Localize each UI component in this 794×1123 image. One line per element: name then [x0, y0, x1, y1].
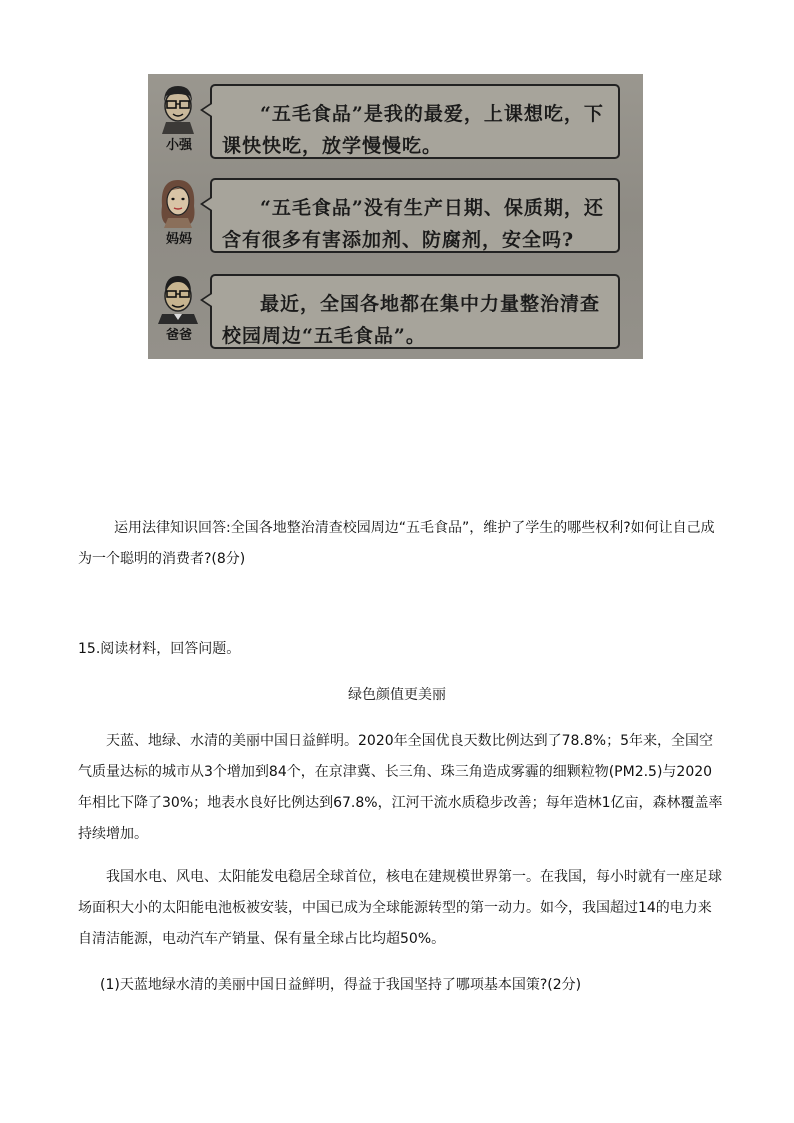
dialogue-row [148, 74, 643, 169]
sub-question-1: (1)天蓝地绿水清的美丽中国日益鲜明，得益于我国坚持了哪项基本国策?(2分) [100, 977, 582, 993]
dialogue-row [148, 264, 643, 359]
speech-bubble [210, 84, 620, 159]
speech-text: “五毛食品”是我的最爱，上课想吃，下课快快吃，放学慢慢吃。 [222, 103, 604, 157]
speaker-name: 妈妈 [165, 232, 192, 247]
question-14-text: 运用法律知识回答:全国各地整治清查校园周边“五毛食品”，维护了学生的哪些权利?如何让自己成为一个聪明的消费者?(8分) [78, 520, 715, 567]
boy-avatar-icon [156, 82, 200, 134]
material-title: 绿色颜值更美丽 [348, 687, 446, 703]
mother-avatar-icon [156, 176, 200, 228]
speaker-name: 爸爸 [165, 328, 192, 343]
speech-text: “五毛食品”没有生产日期、保质期，还含有很多有害添加剂、防腐剂，安全吗? [222, 197, 604, 251]
speech-text: 最近，全国各地都在集中力量整治清查校园周边“五毛食品”。 [222, 293, 601, 347]
material-paragraph-1: 天蓝、地绿、水清的美丽中国日益鲜明。2020年全国优良天数比例达到了78.8%；5年来，全国空气质量达标的城市从3个增加到84个，在京津冀、长三角、珠三角造成雾霾的细颗粒物(PM2.5)与2020年相比下降了30%；地表水良好比例达到67.8%，江河干流水质稳步改善；每年造林1亿亩，森林覆盖率持续增加。 [78, 733, 723, 842]
question-15-heading: 15.阅读材料，回答问题。 [78, 641, 241, 657]
speech-bubble [210, 274, 620, 349]
speech-bubble [210, 178, 620, 253]
father-avatar-icon [156, 272, 200, 324]
speaker-name: 小强 [165, 138, 192, 153]
dialogue-photo [148, 74, 643, 359]
material-paragraph-2: 我国水电、风电、太阳能发电稳居全球首位，核电在建规模世界第一。在我国，每小时就有一座足球场面积大小的太阳能电池板被安装，中国已成为全球能源转型的第一动力。如今，我国超过14的电力来自清洁能源，电动汽车产销量、保有量全球占比均超50%。 [78, 869, 722, 947]
dialogue-row [148, 168, 643, 263]
